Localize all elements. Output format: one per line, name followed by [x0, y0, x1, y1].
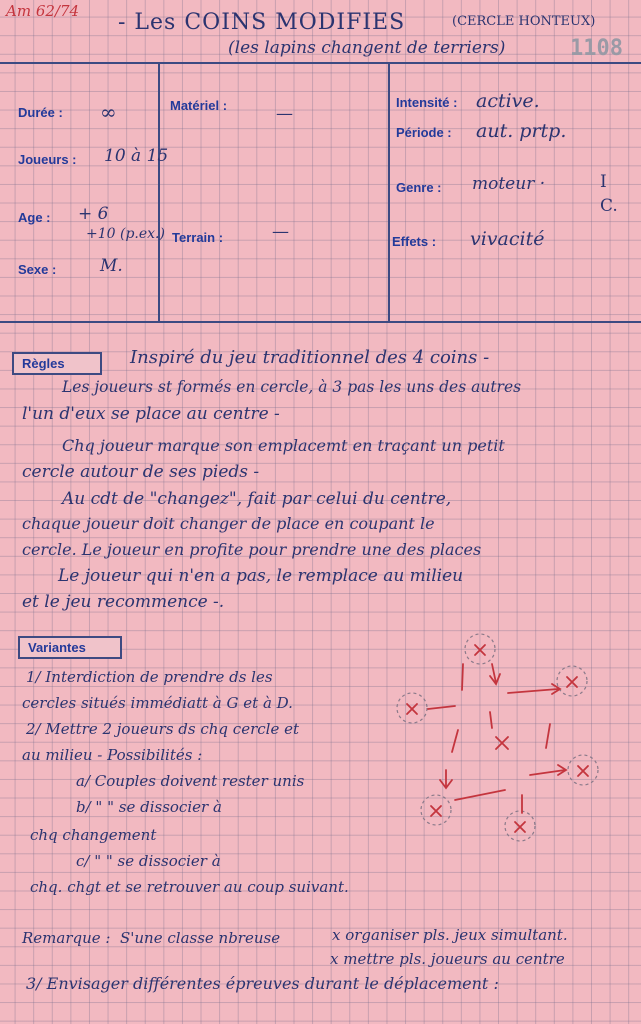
sexe-value: M. [100, 256, 123, 276]
regles-line: Le joueur qui n'en a pas, le remplace au milieu [58, 566, 464, 586]
intensite-value: active. [476, 90, 540, 112]
card-number: 1108 [570, 36, 623, 61]
age-value-2: +10 (p.ex.) [86, 226, 165, 242]
remarque-label: Remarque : [22, 929, 111, 947]
arrow-line [490, 712, 492, 728]
variantes-line: c/ " " se dissocier à [76, 852, 221, 870]
cross-icon [431, 806, 441, 816]
intensite-label: Intensité : [396, 95, 458, 110]
regles-line: et le jeu recommence -. [22, 592, 225, 612]
variantes-label: Variantes [18, 636, 122, 659]
regles-line: cercle autour de ses pieds - [22, 462, 260, 482]
terrain-label: Terrain : [172, 230, 224, 245]
terrain-value: — [272, 222, 289, 242]
card-title-alt: (CERCLE HONTEUX) [452, 14, 596, 29]
arrow-line [462, 664, 463, 690]
genre-value: moteur · [472, 174, 546, 194]
materiel-label: Matériel : [170, 98, 228, 113]
variantes-line: a/ Couples doivent rester unis [76, 772, 305, 790]
variantes-line: 2/ Mettre 2 joueurs ds chq cercle et [26, 720, 299, 738]
variantes-line: b/ " " se dissocier à [76, 798, 222, 816]
regles-line: Au cdt de "changez", fait par celui du centre, [62, 489, 452, 509]
effets-label: Effets : [392, 234, 437, 249]
regles-line: chaque joueur doit changer de place en coupant le [22, 514, 435, 533]
sexe-label: Sexe : [18, 262, 57, 277]
card-subtitle: (les lapins changent de terriers) [228, 38, 506, 58]
point-3-text: 3/ Envisager différentes épreuves durant le déplacement : [26, 974, 499, 993]
regles-line: Les joueurs st formés en cercle, à 3 pas les uns des autres [62, 378, 522, 396]
cross-icon [567, 677, 577, 687]
joueurs-value: 10 à 15 [104, 146, 169, 166]
arrow-line [546, 724, 550, 748]
regles-line: Chq joueur marque son emplacemt en traçant un petit [62, 436, 505, 455]
card-title: - Les COINS MODIFIES [118, 10, 406, 35]
variantes-line: chq changement [30, 826, 157, 844]
variantes-line: 1/ Interdiction de prendre ds les [26, 668, 273, 686]
arrow-line [452, 730, 458, 752]
variantes-line: cercles situés immédiatt à G et à D. [22, 694, 293, 712]
effets-value: vivacité [470, 228, 545, 250]
arrow-line [455, 790, 505, 800]
genre-code-2: C. [600, 196, 618, 216]
remarque-text: S'une classe nbreuse [120, 929, 281, 947]
variantes-line: au milieu - Possibilités : [22, 746, 203, 764]
remarque-option-1: x organiser pls. jeux simultant. [332, 926, 568, 944]
regles-line: Inspiré du jeu traditionnel des 4 coins - [130, 347, 490, 368]
remarque-option-2: x mettre pls. joueurs au centre [330, 950, 565, 968]
cross-icon [475, 645, 485, 655]
genre-code-1: I [600, 172, 607, 192]
reference-code: Am 62/74 [6, 2, 80, 20]
cross-icon [407, 704, 417, 714]
arrow-line [508, 689, 558, 693]
cross-icon [578, 766, 588, 776]
age-label: Age : [18, 210, 51, 225]
cross-icon [496, 737, 508, 749]
joueurs-label: Joueurs : [18, 152, 77, 167]
regles-label: Règles [12, 352, 102, 375]
arrow-line [428, 706, 455, 709]
periode-label: Période : [396, 125, 452, 140]
genre-label: Genre : [396, 180, 442, 195]
duree-label: Durée : [18, 105, 63, 120]
regles-line: cercle. Le joueur en profite pour prendre une des places [22, 540, 482, 559]
age-value-1: + 6 [78, 204, 109, 224]
regles-line: l'un d'eux se place au centre - [22, 404, 280, 424]
cross-icon [515, 822, 525, 832]
duree-value: ∞ [100, 100, 117, 124]
periode-value: aut. prtp. [476, 120, 567, 142]
materiel-value: — [276, 104, 293, 124]
variantes-line: chq. chgt et se retrouver au coup suivant. [30, 878, 349, 896]
